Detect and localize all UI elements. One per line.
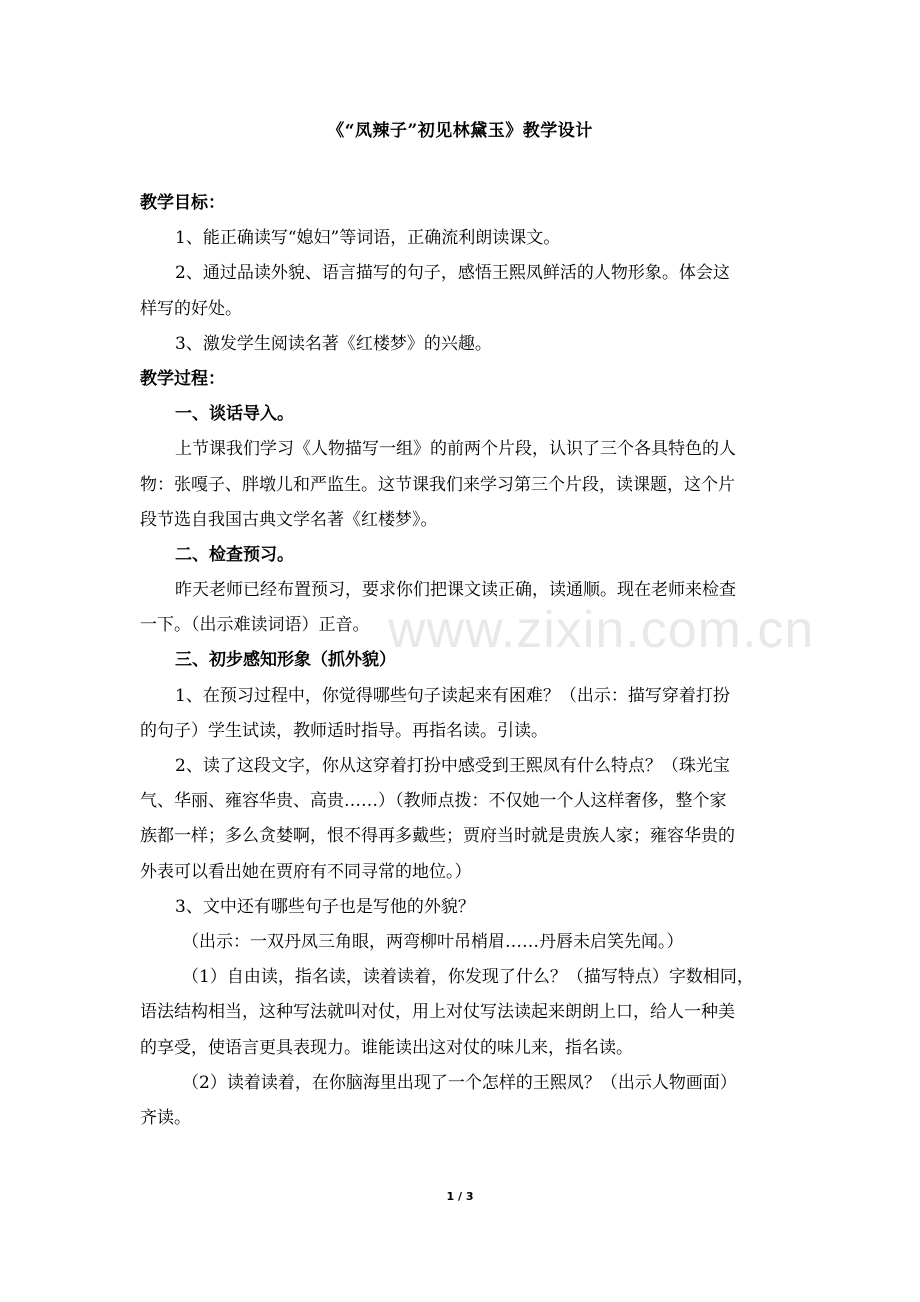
paragraph-line: （出示：一双丹凤三角眼，两弯柳叶吊梢眉……丹唇未启笑先闻。） xyxy=(182,931,684,952)
paragraph-line: 段节选自我国古典文学名著《红楼梦》。 xyxy=(140,509,438,530)
subsection-heading-perception: 三、初步感知形象（抓外貌） xyxy=(175,650,396,671)
section-heading-process: 教学过程： xyxy=(140,368,225,389)
paragraph-line: 气、华丽、雍容华贵、高贵……）（教师点拨：不仅她一个人这样奢侈，整个家 xyxy=(140,791,727,812)
paragraph-line: 齐读。 xyxy=(140,1107,191,1128)
document-body xyxy=(140,186,785,1136)
paragraph-line: 1、在预习过程中，你觉得哪些句子读起来有困难？（出示：描写穿着打扮 xyxy=(175,685,730,706)
section-heading-objectives: 教学目标： xyxy=(140,193,225,213)
paragraph-line: 的享受，使语言更具表现力。谁能读出这对仗的味儿来，指名读。 xyxy=(140,1037,633,1058)
paragraph-line: 物：张嘎子、胖墩儿和严监生。这节课我们来学习第三个片段，读课题，这个片 xyxy=(140,474,735,495)
paragraph-line: 2、读了这段文字，你从这穿着打扮中感受到王熙凤有什么特点？（珠光宝 xyxy=(175,756,730,776)
paragraph-line: 3、文中还有哪些句子也是写他的外貌？ xyxy=(175,896,475,917)
paragraph-line: 语法结构相当，这种写法就叫对仗，用上对仗写法读起来朗朗上口，给人一种美 xyxy=(140,1002,735,1023)
paragraph-line: 上节课我们学习《人物描写一组》的前两个片段，认识了三个各具特色的人 xyxy=(175,439,736,460)
paragraph-line: 2、通过品读外貌、语言描写的句子，感悟王熙凤鲜活的人物形象。体会这 xyxy=(175,263,730,284)
paragraph-line: 样写的好处。 xyxy=(140,298,242,319)
watermark: www.zixin.com.cn xyxy=(388,601,815,659)
subsection-heading-preview: 二、检查预习。 xyxy=(175,544,294,565)
paragraph-line: 3、激发学生阅读名著《红楼梦》的兴趣。 xyxy=(175,333,492,354)
subsection-heading-intro: 一、谈话导入。 xyxy=(175,404,294,425)
paragraph-line: 1、能正确读写“媳妇”等词语，正确流利朗读课文。 xyxy=(175,228,561,249)
paragraph-line: 族都一样；多么贪婪啊，恨不得再多戴些；贾府当时就是贵族人家；雍容华贵的 xyxy=(140,826,735,847)
paragraph-line: 外表可以看出她在贾府有不同寻常的地位。） xyxy=(140,861,472,882)
paragraph-line: （2）读着读着，在你脑海里出现了一个怎样的王熙凤？（出示人物画面） xyxy=(182,1072,737,1093)
document-title: 《“凤辣子”初见林黛玉》教学设计 xyxy=(327,121,593,141)
paragraph-line: （1）自由读，指名读，读着读着，你发现了什么？（描写特点）字数相同， xyxy=(182,967,754,988)
paragraph-line: 一下。（出示难读词语）正音。 xyxy=(140,615,370,636)
page-number: 1 / 3 xyxy=(446,1190,474,1203)
paragraph-line: 的句子）学生试读，教师适时指导。再指名读。引读。 xyxy=(140,720,548,741)
paragraph-line: 昨天老师已经布置预习，要求你们把课文读正确，读通顺。现在老师来检查 xyxy=(175,580,736,601)
